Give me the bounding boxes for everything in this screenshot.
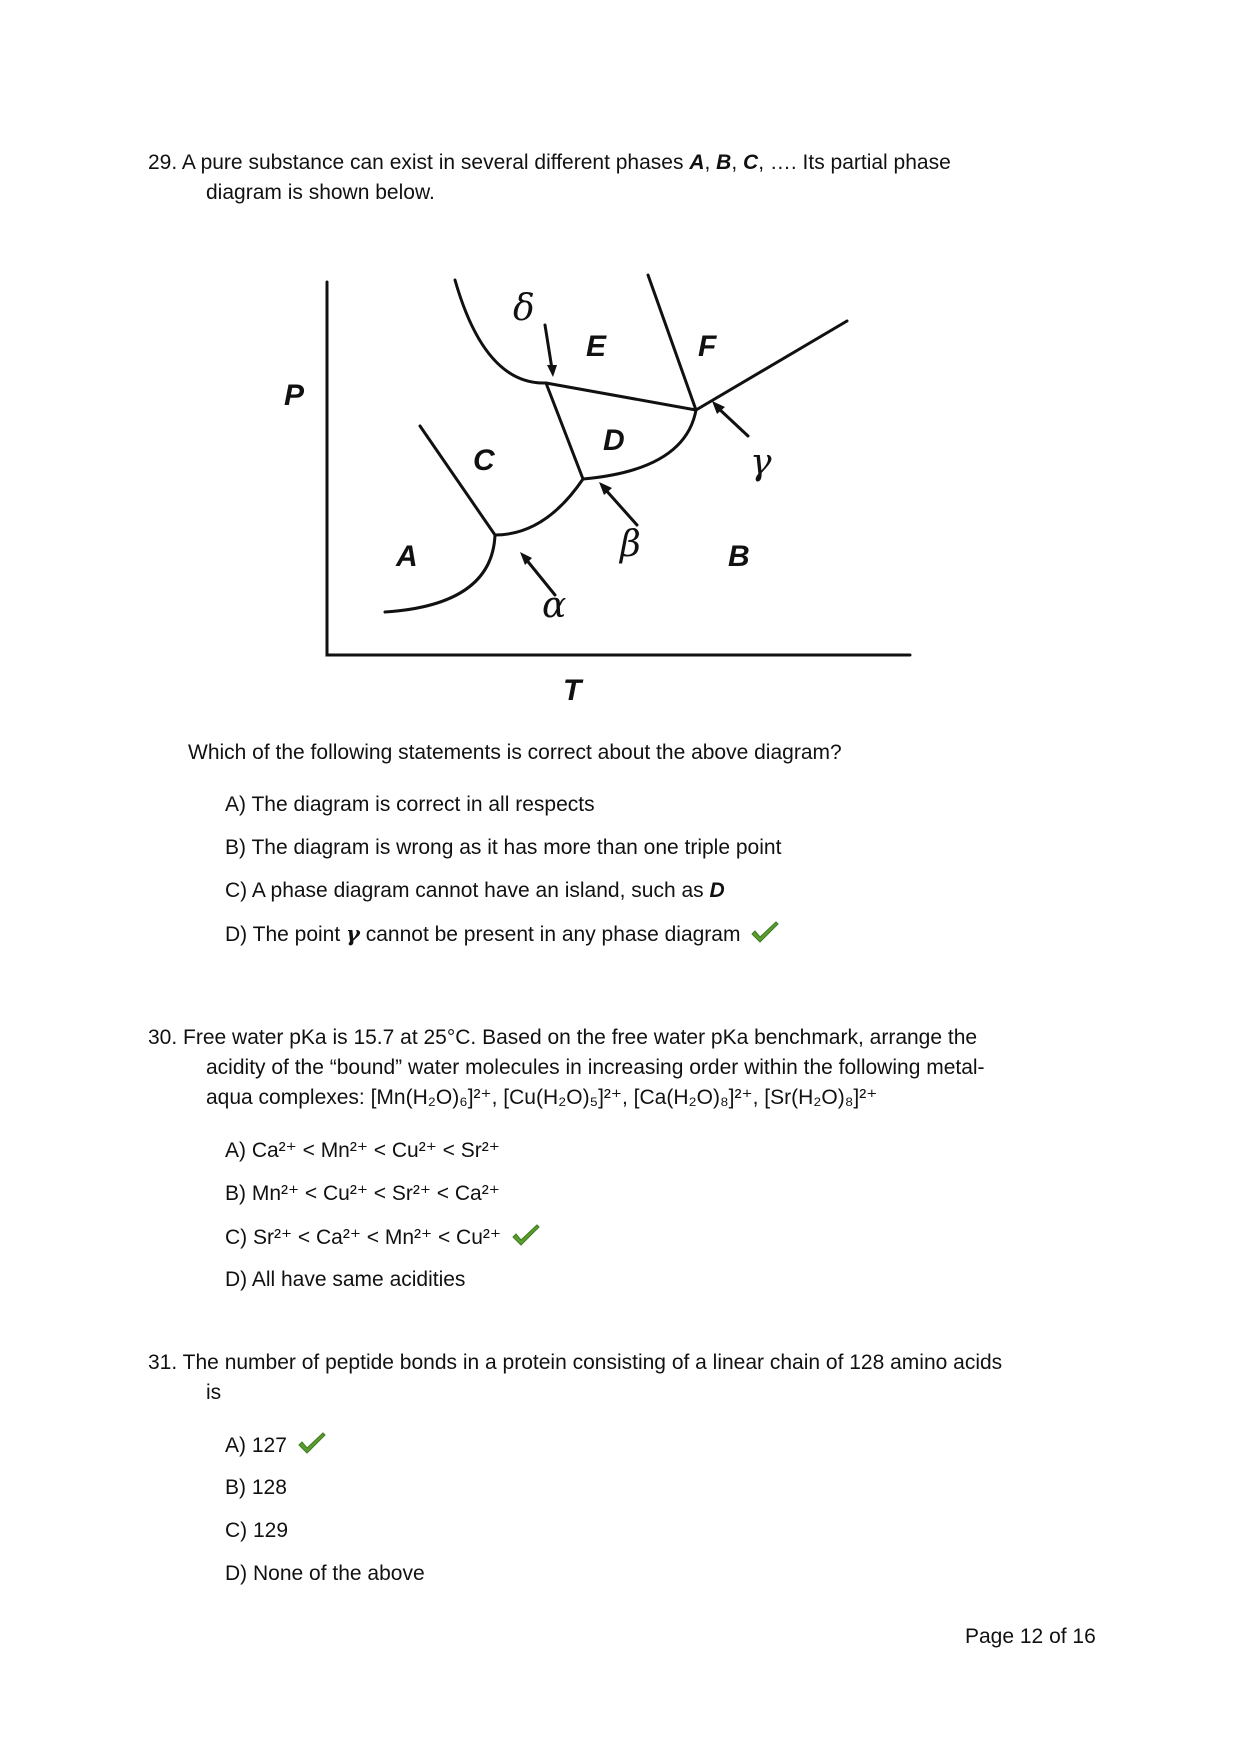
boundary-cb: [495, 479, 583, 535]
q31-number: 31.: [148, 1351, 178, 1374]
q29-number: 29.: [148, 151, 178, 174]
q30-option-d: D) All have same acidities: [225, 1268, 466, 1291]
checkmark-icon: [511, 1224, 541, 1248]
q31-text1: The number of peptide bonds in a protein consisting of a linear chain of 128 amino acids: [182, 1351, 1003, 1374]
boundary-ed: [546, 383, 696, 410]
y-axis: [327, 282, 910, 655]
q29-phase-c: C: [743, 151, 759, 174]
boundary-ef: [648, 275, 696, 410]
q29-line1: 29. A pure substance can exist in several different phases A, B, C, …. Its partial phase: [148, 151, 951, 174]
q30-line3: aqua complexes: [Mn(H₂O)₆]²⁺, [Cu(H₂O)₅]²⁺, [Ca(H₂O)₈]²⁺, [Sr(H₂O)₈]²⁺: [206, 1086, 878, 1109]
point-beta: β: [620, 524, 641, 565]
axis-label-t: T: [563, 674, 582, 707]
q31-line1: [148, 1350, 1002, 1376]
q29-option-d: D) The point: [225, 923, 341, 946]
q30-number: 30.: [148, 1026, 178, 1049]
region-b: B: [728, 540, 750, 573]
checkmark-icon: [750, 921, 780, 945]
arrow-gamma: [717, 407, 748, 436]
region-a: A: [396, 540, 418, 573]
region-e: E: [586, 330, 607, 363]
point-gamma: γ: [750, 442, 772, 483]
q30-line2: acidity of the “bound” water molecules in increasing order within the following metal-: [206, 1056, 985, 1079]
checkmark-icon: [297, 1432, 327, 1456]
q29-phase-a: A: [689, 151, 705, 174]
boundary-cd: [546, 383, 583, 479]
region-d: D: [603, 424, 625, 457]
q30-option-a: A) Ca²⁺ < Mn²⁺ < Cu²⁺ < Sr²⁺: [225, 1139, 500, 1162]
q29-option-a: A) The diagram is correct in all respects: [225, 793, 595, 816]
q29-line2: diagram is shown below.: [206, 181, 435, 204]
boundary-db: [583, 410, 696, 479]
q29-option-d-wrap: [225, 921, 780, 948]
boundary-ac: [420, 426, 495, 535]
q30-text1: Free water pKa is 15.7 at 25°C. Based on the free water pKa benchmark, arrange the: [183, 1026, 978, 1049]
q29-option-c-wrap: [225, 878, 725, 904]
point-alpha: α: [542, 585, 567, 626]
q31-option-d: D) None of the above: [225, 1562, 425, 1585]
q29-option-c-island: D: [709, 879, 725, 902]
arrow-delta: [545, 325, 552, 369]
q31-line2: is: [206, 1381, 222, 1404]
q30-option-b: B) Mn²⁺ < Cu²⁺ < Sr²⁺ < Ca²⁺: [225, 1182, 500, 1205]
q29-option-d-rest: cannot be present in any phase diagram: [359, 923, 741, 946]
q29-text: A pure substance can exist in several different phases: [181, 151, 684, 174]
q29-phase-b: B: [716, 151, 732, 174]
axis-label-p: P: [284, 379, 305, 412]
point-delta: δ: [513, 288, 535, 329]
q31-option-c: C) 129: [225, 1519, 289, 1542]
q30-option-c: C) Sr²⁺ < Ca²⁺ < Mn²⁺ < Cu²⁺: [225, 1226, 501, 1249]
q29-option-c: C) A phase diagram cannot have an island, such as: [225, 879, 704, 902]
q29-option-b: B) The diagram is wrong as it has more than one triple point: [225, 836, 782, 859]
boundary-fb: [696, 321, 847, 410]
phase-diagram: [270, 260, 930, 710]
q29-prompt: Which of the following statements is correct about the above diagram?: [188, 741, 842, 764]
q31-option-b: B) 128: [225, 1476, 287, 1499]
arrow-beta: [604, 488, 637, 525]
region-c: C: [473, 444, 495, 477]
q31-option-a-wrap: [225, 1432, 327, 1459]
region-f: F: [698, 330, 717, 363]
q30-option-c-wrap: [225, 1224, 541, 1251]
q29-option-d-gamma: γ: [346, 921, 360, 946]
q29-ellipsis: , …. Its partial phase: [758, 151, 951, 174]
page-number: Page 12 of 16: [965, 1625, 1096, 1648]
q31-option-a: A) 127: [225, 1434, 287, 1457]
q30-line1: [148, 1025, 977, 1051]
